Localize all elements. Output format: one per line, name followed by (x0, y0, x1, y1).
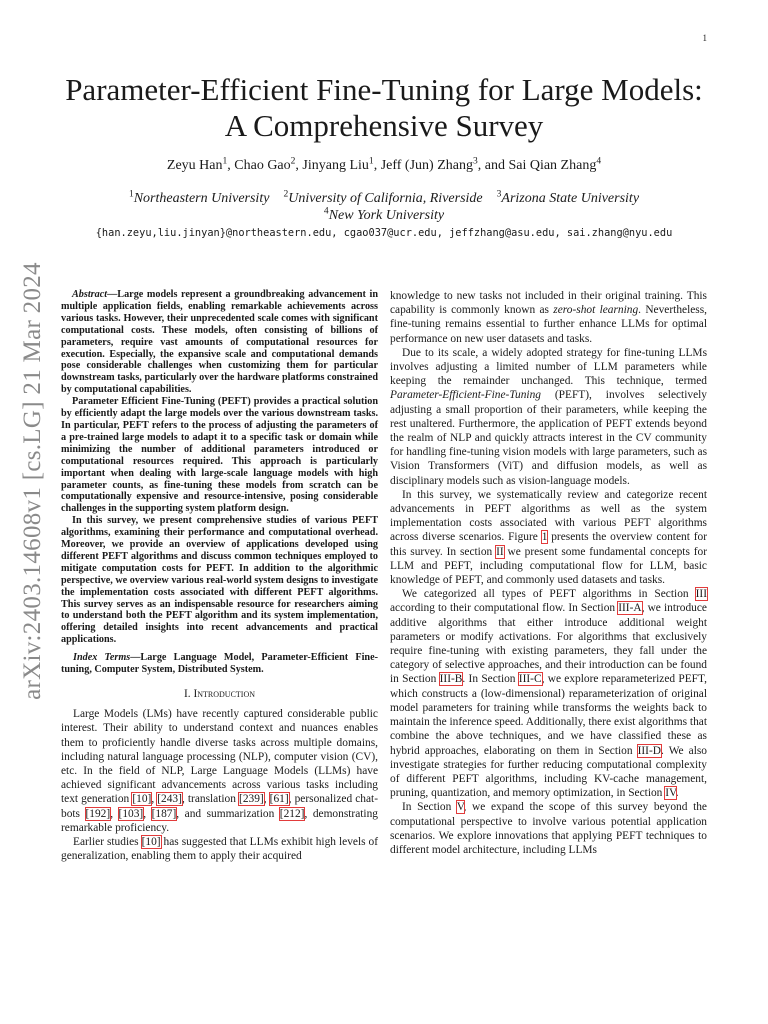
emphasis: Parameter-Efficient-Fine-Tuning (390, 389, 541, 402)
text: . In Section (462, 673, 519, 686)
text: , we introduce additive algorithms that either introduce additional weight parameters or modify activations. For algorithms that exclusively require fine-tuning with existing parameters, they fall under the category of selective approaches, and their introduction can be found in Section (390, 602, 707, 686)
section-link[interactable]: III (695, 588, 707, 601)
index-terms-label: Index Terms (73, 652, 131, 664)
page-number: 1 (702, 33, 707, 43)
index-terms-text: —Large Language Model, Parameter-Efficient Fine-tuning, Computer System, Distributed System. (61, 652, 378, 676)
author-name: Zeyu Han (166, 158, 223, 173)
citation-link[interactable]: [61] (269, 793, 289, 806)
body-paragraph (390, 488, 707, 587)
figure-link[interactable]: 1 (541, 531, 548, 544)
citation-link[interactable]: [212] (279, 807, 305, 820)
section-link[interactable]: II (496, 545, 504, 558)
citation-link[interactable]: [103] (118, 807, 144, 820)
body-paragraph (390, 346, 707, 488)
section-link[interactable]: IV (665, 787, 676, 800)
citation-link[interactable]: [239] (239, 793, 264, 806)
title-line-1: Parameter-Efficient Fine-Tuning for Large Models: (65, 72, 703, 107)
text: knowledge to new tasks not included in their original training. This capability is commonly known as (390, 290, 707, 317)
arxiv-stamp: arXiv:2403.14608v1 [cs.LG] 21 Mar 2024 (19, 262, 46, 700)
text: , we explore reparameterized PEFT, which constructs a (low-dimensional) reparameterization of original model parameters for training while transforms the weights back to maintain the inference speed. Additionally, there exist algorithms that combine the above techniques, and we have classified these as hybrid approaches, elaborating on them in Section (390, 673, 707, 757)
text: Due to its scale, a widely adopted strategy for fine-tuning LLMs involves adjusting a limited number of LLM parameters while keeping the remainder unchanged. This technique, termed (390, 346, 707, 388)
text: presents the overview content for this survey. In section (390, 531, 708, 558)
paper-title (40, 72, 728, 144)
abstract-label: Abstract (72, 289, 108, 300)
text: Large Models (LMs) have recently captured considerable public interest. Their ability to understand context and nuances enables them to proficiently handle diverse tasks across multiple domains, including natural language processing (NLP), computer vision (CV), etc. In the field of NLP, Large Language Models (LLMs) have achieved significant advancements across various tasks including text generation (61, 708, 378, 806)
text: , personalized chat-bots (61, 793, 378, 820)
abstract (61, 289, 378, 646)
text: , (151, 793, 158, 806)
affil-sup: 1 (128, 189, 134, 200)
right-column (390, 289, 707, 857)
text: , (143, 807, 152, 820)
section-link[interactable]: V (456, 801, 464, 814)
citation-link[interactable]: [243] (157, 793, 182, 806)
affiliation: Northeastern University (133, 191, 270, 206)
text: has suggested that LLMs exhibit high levels of generalization, enabling them to apply their acquired (61, 836, 379, 863)
text: , (110, 807, 119, 820)
affiliations (40, 190, 728, 224)
affiliation: Arizona State University (501, 191, 640, 206)
text: , and summarization (176, 807, 280, 820)
section-heading-introduction: I. Introduction (183, 688, 256, 700)
emphasis: zero-shot learning (553, 304, 639, 317)
author-name: , and Sai Qian Zhang (477, 158, 597, 173)
text: . (675, 787, 679, 800)
text: . We also investigate strategies for further reducing computational complexity of different PEFT algorithms, including KV-cache management, pruning, quantization, and memory optimization, in Section (390, 744, 707, 800)
text: , we expand the scope of this survey beyond the computational perspective to involve various potential application scenarios. We explore innovations that applying PEFT techniques to different model architecture, including LLMs (390, 801, 707, 856)
text: In Section (402, 801, 457, 814)
abstract-paragraph: —Large models represent a groundbreaking advancement in multiple application fields, enabling remarkable achievements across various tasks. However, their unprecedented scale comes with significant computational costs. These models, often consisting of billions of parameters, require vast amounts of computational resources for execution. Especially, the expansive scale and computational demands pose considerable challenges when customizing them for particular downstream tasks, particularly over the hardware platforms constrained by computational capabilities. (61, 289, 378, 396)
intro-paragraph (61, 707, 378, 835)
author-affil-sup: 4 (596, 156, 602, 167)
affiliations-line-1 (40, 190, 728, 207)
abstract-paragraph: In this survey, we present comprehensive studies of various PEFT algorithms, examining their performance and computational overhead. Moreover, we provide an overview of applications developed using different PEFT algorithms and discuss common techniques employed to mitigate computation costs for PEFT. In addition to the algorithmic perspective, we overview various real-world system designs to investigate the implementation costs associated with different PEFT algorithms. This survey serves as an indispensable resource for researchers aiming to understand both the PEFT algorithm and its system implementation, offering detailed insights into recent advancements and practical applications. (61, 515, 378, 646)
affiliations-line-2 (40, 207, 728, 224)
text: , demonstrating remarkable proficiency. (61, 807, 378, 834)
author-list (40, 158, 728, 174)
author-name: , Jeff (Jun) Zhang (373, 158, 473, 173)
citation-link[interactable]: [192] (85, 807, 111, 820)
text: , (263, 793, 270, 806)
text: In this survey, we systematically review and categorize recent advancements in PEFT algorithms as well as the system implementation costs associated with various PEFT algorithms across diverse scenarios. Figure (390, 488, 707, 544)
section-link[interactable]: III-A (618, 602, 642, 615)
affiliation: New York University (328, 208, 445, 223)
text: according to their computational flow. In Section (390, 602, 619, 615)
text: We categorized all types of PEFT algorithms in Section (402, 588, 696, 601)
body-paragraph (390, 800, 707, 857)
citation-link[interactable]: [10] (132, 793, 152, 806)
author-affil-sup: 1 (222, 156, 228, 167)
section-link[interactable]: III-D (637, 744, 661, 757)
author-name: , Jinyang Liu (295, 158, 369, 173)
section-link[interactable]: III-B (439, 673, 463, 686)
text: we present some fundamental concepts for LLM and PEFT, including computational flow for LLM, basic knowledge of PEFT, and commonly used datasets and tasks. (390, 545, 707, 587)
citation-link[interactable]: [187] (151, 807, 177, 820)
text: Earlier studies (73, 836, 142, 849)
affil-sup: 4 (323, 206, 329, 217)
affil-sup: 2 (283, 189, 289, 200)
author-affil-sup: 1 (368, 156, 374, 167)
citation-link[interactable]: [10] (141, 836, 161, 849)
index-terms (61, 652, 378, 676)
text: . Nevertheless, fine-tuning remains essential to further enhance LLMs for optimal performance on new user datasets and tasks. (390, 304, 708, 345)
author-name: , Chao Gao (227, 158, 291, 173)
body-paragraph (390, 587, 707, 800)
left-column (61, 289, 378, 863)
author-affil-sup: 3 (472, 156, 478, 167)
author-emails: {han.zeyu,liu.jinyan}@northeastern.edu, cgao037@ucr.edu, jeffzhang@asu.edu, sai.zhang@nyu.edu (95, 227, 673, 239)
affiliation: University of California, Riverside (288, 191, 483, 206)
title-line-2: A Comprehensive Survey (224, 108, 544, 143)
section-link[interactable]: III-C (518, 673, 542, 686)
affil-sup: 3 (496, 189, 502, 200)
text: , translation (181, 793, 240, 806)
abstract-paragraph: Parameter Efficient Fine-Tuning (PEFT) provides a practical solution by efficiently adapt the large models over the various downstream tasks. In particular, PEFT refers to the process of adjusting the parameters of a pre-trained large models to adapt it to a specific task or domain while minimizing the number of additional parameters introduced or computational resources required. This approach is particularly important when dealing with large-scale language models with high parameter counts, as fine-tuning these models from scratch can be computationally expensive and resource-intensive, posing considerable challenges in the supporting system platform design. (61, 396, 378, 515)
author-affil-sup: 2 (290, 156, 296, 167)
body-paragraph (390, 289, 707, 346)
intro-paragraph (61, 835, 378, 863)
text: (PEFT), involves selectively adjusting a small proportion of their parameters, while keeping the rest unaltered. Furthermore, the application of PEFT extends beyond the realm of NLP and quickly attracts interest in the CV community for handling fine-tuning vision models with large parameters, such as Vision Transformers (ViT) and diffusion models, as well as disciplinary models such as vision-language models. (390, 389, 707, 487)
